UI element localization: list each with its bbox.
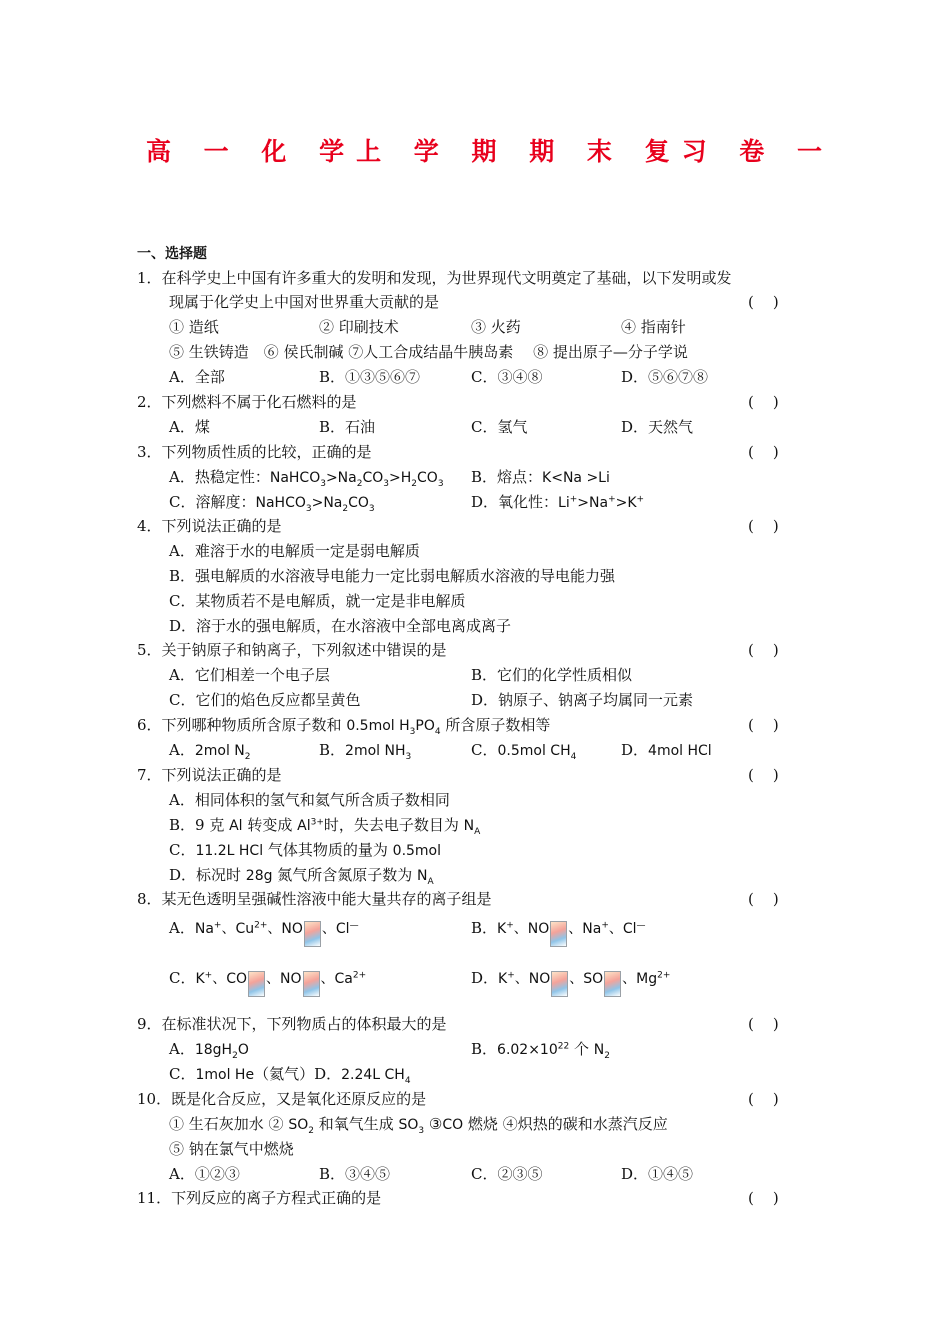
q8-option-a: A．Na+、$Cu^{2+}$、NO 、Cl— bbox=[169, 918, 359, 947]
q5-option-c: C．它们的焰色反应都呈黄色 bbox=[169, 691, 361, 709]
q5-option-d: D．钠原子、钠离子均属同一元素 bbox=[471, 691, 694, 709]
answer-blank-8: ( ) bbox=[748, 890, 779, 908]
question-2-stem: 2．下列燃料不属于化石燃料的是 bbox=[137, 393, 357, 411]
q3-option-d: D．氧化性：Li+>Na+>K+ bbox=[471, 493, 645, 511]
answer-blank-3: ( ) bbox=[748, 443, 779, 461]
q1-item-2: ② 印刷技术 bbox=[319, 318, 399, 336]
answer-blank-6: ( ) bbox=[748, 716, 779, 734]
q8-option-c: C．K+、CO 、NO 、$Ca^{2+}$ bbox=[169, 968, 366, 997]
q4-option-c: C．某物质若不是电解质，就一定是非电解质 bbox=[169, 592, 466, 610]
question-9-stem: 9．在标准状况下，下列物质占的体积最大的是 bbox=[137, 1015, 447, 1033]
q1-option-b: B．①③⑤⑥⑦ bbox=[319, 368, 421, 386]
q9-option-a: A．$18gH_2O$ bbox=[169, 1040, 249, 1061]
q6-option-d: D．4mol HCl bbox=[621, 741, 712, 759]
q6-option-b: B．2mol $NH_3$ bbox=[319, 741, 412, 762]
formula-image-placeholder bbox=[551, 971, 568, 997]
formula-image-placeholder bbox=[248, 971, 265, 997]
answer-blank-2: ( ) bbox=[748, 393, 779, 411]
q3-option-b: B．熔点：K<Na >Li bbox=[471, 468, 610, 486]
q1-items-line2: ⑤ 生铁铸造 ⑥ 侯氏制碱 ⑦人工合成结晶牛胰岛素 ⑧ 提出原子—分子学说 bbox=[169, 343, 688, 361]
question-1-stem-line1: 1．在科学史上中国有许多重大的发明和发现，为世界现代文明奠定了基础，以下发明或发 bbox=[137, 269, 732, 287]
question-3-stem: 3．下列物质性质的比较，正确的是 bbox=[137, 443, 372, 461]
question-11-stem: 11．下列反应的离子方程式正确的是 bbox=[137, 1189, 382, 1207]
question-7-stem: 7．下列说法正确的是 bbox=[137, 766, 282, 784]
q7-option-a: A．相同体积的氢气和氦气所含质子数相同 bbox=[169, 791, 450, 809]
q9-option-c-d: C．1mol He（氦气）D．2.24L $CH_4$ bbox=[169, 1065, 411, 1086]
answer-blank-7: ( ) bbox=[748, 766, 779, 784]
q4-option-a: A．难溶于水的电解质一定是弱电解质 bbox=[169, 542, 420, 560]
q2-option-d: D．天然气 bbox=[621, 418, 694, 436]
q1-option-c: C．③④⑧ bbox=[471, 368, 543, 386]
question-5-stem: 5．关于钠原子和钠离子，下列叙述中错误的是 bbox=[137, 641, 447, 659]
q10-option-d: D．①④⑤ bbox=[621, 1165, 694, 1183]
q1-option-a: A．全部 bbox=[169, 368, 225, 386]
q8-option-b: B．K+、NO 、Na+、Cl— bbox=[471, 918, 646, 947]
q5-option-a: A．它们相差一个电子层 bbox=[169, 666, 330, 684]
q7-option-b: B．9 克 Al 转变成 $Al^{3+}$时，失去电子数目为 $N_A$ bbox=[169, 816, 481, 837]
formula-image-placeholder bbox=[303, 971, 320, 997]
q2-option-b: B．石油 bbox=[319, 418, 376, 436]
formula-image-placeholder bbox=[304, 921, 321, 947]
q7-option-c: C．11.2L HCl 气体其物质的量为 0.5mol bbox=[169, 841, 442, 859]
q4-option-b: B．强电解质的水溶液导电能力一定比弱电解质水溶液的导电能力强 bbox=[169, 567, 616, 585]
question-4-stem: 4．下列说法正确的是 bbox=[137, 517, 282, 535]
section-heading: 一、选择题 bbox=[137, 246, 207, 262]
q1-item-4: ④ 指南针 bbox=[621, 318, 686, 336]
q2-option-a: A．煤 bbox=[169, 418, 210, 436]
q9-option-b: B．$6.02\times 10^{22}$ 个 $N_2$ bbox=[471, 1040, 610, 1061]
question-1-stem-line2: 现属于化学史上中国对世界重大贡献的是 bbox=[169, 293, 440, 311]
q4-option-d: D．溶于水的强电解质，在水溶液中全部电离成离子 bbox=[169, 617, 512, 635]
q6-option-c: C．0.5mol $CH_4$ bbox=[471, 741, 577, 762]
question-10-stem: 10．既是化合反应，又是氧化还原反应的是 bbox=[137, 1090, 427, 1108]
q3-option-c: C．溶解度：$NaHCO_3>Na_2CO_3$ bbox=[169, 493, 375, 514]
formula-image-placeholder bbox=[604, 971, 621, 997]
answer-blank-4: ( ) bbox=[748, 517, 779, 535]
q3-option-a: A．热稳定性：$NaHCO_3>Na_2CO_3>H_2CO_3$ bbox=[169, 468, 444, 489]
q6-option-a: A．2mol $N_2$ bbox=[169, 741, 251, 762]
q5-option-b: B．它们的化学性质相似 bbox=[471, 666, 633, 684]
answer-blank-10: ( ) bbox=[748, 1090, 779, 1108]
q10-option-c: C．②③⑤ bbox=[471, 1165, 543, 1183]
question-8-stem: 8．某无色透明呈强碱性溶液中能大量共存的离子组是 bbox=[137, 890, 492, 908]
answer-blank-5: ( ) bbox=[748, 641, 779, 659]
q2-option-c: C．氢气 bbox=[471, 418, 528, 436]
document-title: 高 一 化 学上 学 期 期 末 复习 卷 一 bbox=[145, 137, 835, 166]
q8-option-d: D．K+、NO 、SO 、$Mg^{2+}$ bbox=[471, 968, 670, 997]
answer-blank-1: ( ) bbox=[748, 293, 779, 311]
q1-option-d: D．⑤⑥⑦⑧ bbox=[621, 368, 709, 386]
answer-blank-11: ( ) bbox=[748, 1189, 779, 1207]
q10-items-line2: ⑤ 钠在氯气中燃烧 bbox=[169, 1140, 294, 1158]
answer-blank-9: ( ) bbox=[748, 1015, 779, 1033]
question-6-stem: 6．下列哪种物质所含原子数和 0.5mol $H_3PO_4$ 所含原子数相等 bbox=[137, 716, 551, 737]
q10-items-line1: ① 生石灰加水 ② $SO_2$ 和氧气生成 $SO_3$ ③CO 燃烧 ④炽热的碳和水蒸汽反应 bbox=[169, 1115, 668, 1136]
q10-option-b: B．③④⑤ bbox=[319, 1165, 391, 1183]
formula-image-placeholder bbox=[550, 921, 567, 947]
q1-item-3: ③ 火药 bbox=[471, 318, 521, 336]
q1-item-1: ① 造纸 bbox=[169, 318, 219, 336]
q10-option-a: A．①②③ bbox=[169, 1165, 240, 1183]
q7-option-d: D．标况时 28g 氮气所含氮原子数为 $N_A$ bbox=[169, 866, 434, 887]
